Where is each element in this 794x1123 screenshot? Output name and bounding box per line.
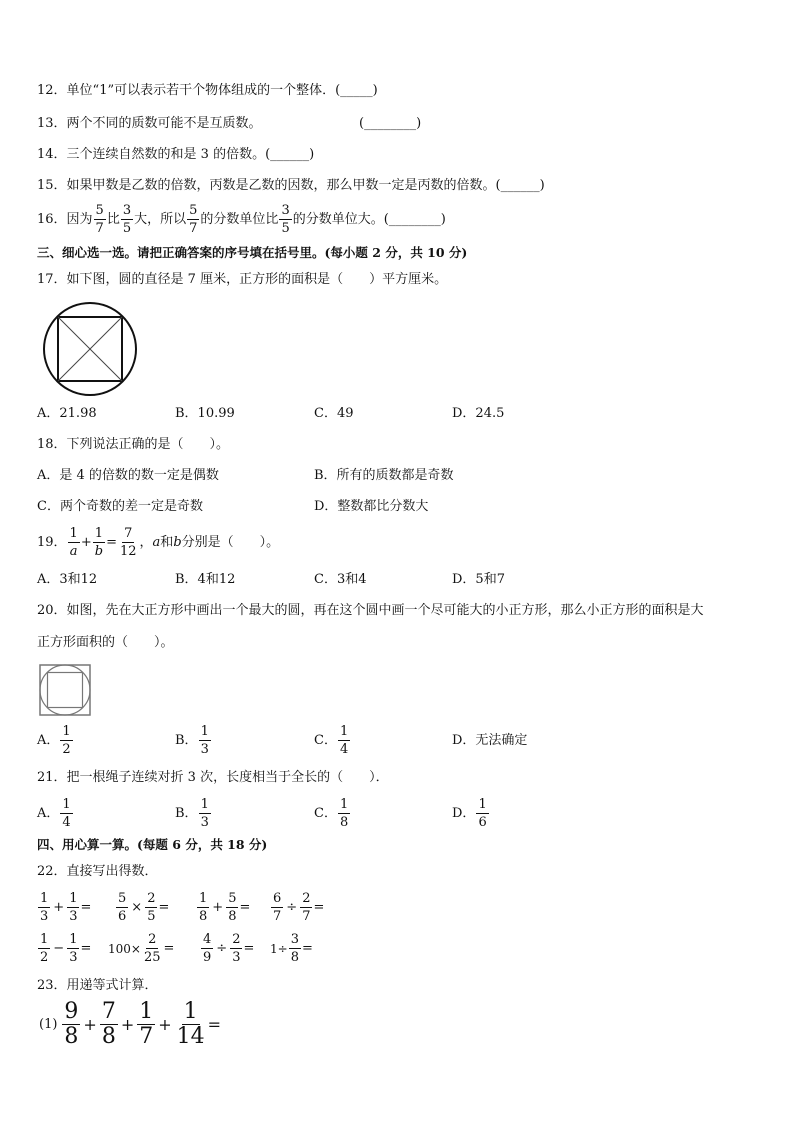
calc-1-2-minus-1-3: 1 2 − $\frac{1}{3}$ = bbox=[40, 932, 92, 965]
calc-1-8-plus-5-8: 1 8 + $\frac{5}{8}$ = bbox=[199, 891, 251, 924]
fraction-1-2: $\frac{1}{2}$ bbox=[62, 724, 71, 757]
q19-option-d[interactable]: D．5和7 bbox=[452, 572, 505, 587]
q23-part-1-expression: (1) 9 8 + $\frac{7}{8}$ + $\frac{1}{7}$ + $\frac{1}{14}$ = bbox=[39, 999, 222, 1049]
fraction-7-12: $\frac{7}{12}$ bbox=[119, 526, 137, 559]
q19-number: 19． bbox=[37, 535, 67, 550]
calc-5-6-times-2-5: $\frac{5}{6}$ × $\frac{2}{5}$ = bbox=[118, 891, 170, 924]
question-16-prefix: 16．因为 bbox=[37, 212, 93, 227]
calc-1-3-plus-1-3: 1 3 + $\frac{1}{3}$ = bbox=[40, 891, 92, 924]
q18-option-b[interactable]: B．所有的质数都是奇数 bbox=[314, 468, 454, 483]
fraction-1-14: $\frac{1}{14}$ bbox=[176, 999, 205, 1049]
square-circle-square-figure bbox=[39, 664, 91, 716]
plus-sign: + bbox=[80, 535, 92, 550]
q21-option-a[interactable]: A． $\frac{1}{4}$ bbox=[37, 797, 71, 830]
question-23: 23．用递等式计算． bbox=[37, 978, 158, 993]
calc-1-div-3-8: 1÷ $\frac{3}{8}$ = bbox=[270, 932, 313, 965]
question-20-line1: 20．如图，先在大正方形中画出一个最大的圆，再在这个圆中画一个尽可能大的小正方形，那么小正方形的面积是大 bbox=[37, 603, 704, 618]
q20-option-b[interactable]: B． $\frac{1}{3}$ bbox=[175, 724, 209, 757]
q17-option-d[interactable]: D．24.5 bbox=[452, 406, 505, 421]
question-16-text3: 的分数单位比 bbox=[200, 212, 279, 227]
var-a: a bbox=[152, 535, 161, 550]
q21-option-b[interactable]: B． $\frac{1}{3}$ bbox=[175, 797, 209, 830]
fraction-3-5: $\frac{3}{5}$ bbox=[281, 203, 290, 236]
q17-option-a[interactable]: A．21.98 bbox=[37, 406, 97, 421]
q19-option-a[interactable]: A．3和12 bbox=[37, 572, 98, 587]
question-13 bbox=[37, 115, 422, 133]
fraction-1-a: $\frac{1}{a}$ bbox=[69, 526, 78, 559]
fraction-3-5: $\frac{3}{5}$ bbox=[122, 203, 132, 236]
question-17: 17．如下图，圆的直径是 7 厘米，正方形的面积是（ ）平方厘米。 bbox=[37, 272, 448, 287]
question-14: 14．三个连续自然数的和是 3 的倍数。(______) bbox=[37, 147, 315, 162]
q19-option-c[interactable]: C．3和4 bbox=[314, 572, 367, 587]
section-4-heading: 四、用心算一算。(每题 6 分，共 18 分) bbox=[37, 837, 268, 852]
section-3-heading: 三、细心选一选。请把正确答案的序号填在括号里。(每小题 2 分，共 10 分) bbox=[37, 245, 468, 260]
q18-option-d[interactable]: D．整数都比分数大 bbox=[314, 499, 429, 514]
q20-option-c[interactable]: C． $\frac{1}{4}$ bbox=[314, 724, 349, 757]
conjunction: 和 bbox=[160, 535, 174, 550]
question-18: 18．下列说法正确的是（ ）。 bbox=[37, 437, 230, 452]
comma: ， bbox=[139, 535, 153, 550]
q21-option-d[interactable]: D． $\frac{1}{6}$ bbox=[452, 797, 487, 830]
q17-option-b[interactable]: B．10.99 bbox=[175, 406, 235, 421]
q18-option-c[interactable]: C．两个奇数的差一定是奇数 bbox=[37, 499, 203, 514]
fraction-1-3: $\frac{1}{3}$ bbox=[200, 724, 209, 757]
calc-6-7-div-2-7: $\frac{6}{7}$ ÷ $\frac{2}{7}$ = bbox=[273, 891, 325, 924]
fraction-1-7: $\frac{1}{7}$ bbox=[139, 999, 154, 1049]
q19-option-b[interactable]: B．4和12 bbox=[175, 572, 236, 587]
circle-square-figure bbox=[41, 302, 139, 400]
fraction-1-6: $\frac{1}{6}$ bbox=[478, 797, 487, 830]
q19-suffix: 分别是（ ）。 bbox=[181, 535, 280, 550]
fraction-1-4: $\frac{1}{4}$ bbox=[62, 797, 71, 830]
question-12: 12．单位“1”可以表示若干个物体组成的一个整体．(_____) bbox=[37, 83, 378, 98]
fraction-1-4: $\frac{1}{4}$ bbox=[339, 724, 349, 757]
question-21: 21．把一根绳子连续对折 3 次，长度相当于全长的（ ）． bbox=[37, 770, 389, 785]
fraction-7-8: $\frac{7}{8}$ bbox=[101, 999, 116, 1049]
question-16-text1: 比 bbox=[106, 212, 120, 227]
part-label: (1) bbox=[39, 1017, 58, 1032]
q20-option-d[interactable]: D．无法确定 bbox=[452, 733, 528, 748]
question-15: 15．如果甲数是乙数的倍数，丙数是乙数的因数，那么甲数一定是丙数的倍数。(______) bbox=[37, 178, 545, 193]
var-b: b bbox=[173, 535, 182, 550]
calc-4-9-div-2-3: $\frac{4}{9}$ ÷ $\frac{2}{3}$ = bbox=[203, 932, 255, 965]
question-13-text: 13．两个不同的质数可能不是互质数。 bbox=[37, 116, 262, 131]
question-20-line2: 正方形面积的（ ）。 bbox=[37, 635, 174, 650]
calc-100-times-2-25: 100× $\frac{2}{25}$ = bbox=[108, 932, 175, 965]
fraction-5-7: $\frac{5}{7}$ bbox=[189, 203, 198, 236]
question-16-text4: 的分数单位大。(________) bbox=[292, 212, 446, 227]
fraction-1-b: $\frac{1}{b}$ bbox=[94, 526, 104, 559]
q20-option-a[interactable]: A． $\frac{1}{2}$ bbox=[37, 724, 71, 757]
question-16-text2: 大，所以 bbox=[134, 212, 187, 227]
question-16 bbox=[37, 204, 446, 235]
question-22: 22．直接写出得数． bbox=[37, 864, 158, 879]
fraction-5-7: $\frac{5}{7}$ bbox=[95, 203, 104, 236]
q18-option-a[interactable]: A．是 4 的倍数的数一定是偶数 bbox=[37, 468, 219, 483]
question-13-blank: (________) bbox=[359, 116, 422, 131]
q21-option-c[interactable]: C． $\frac{1}{8}$ bbox=[314, 797, 349, 830]
fraction-1-8: $\frac{1}{8}$ bbox=[339, 797, 349, 830]
fraction-9-8: 9 8 bbox=[64, 999, 79, 1049]
question-19 bbox=[37, 526, 279, 560]
fraction-1-3: $\frac{1}{3}$ bbox=[200, 797, 209, 830]
equals-sign: = bbox=[106, 535, 117, 550]
q17-option-c[interactable]: C．49 bbox=[314, 406, 354, 421]
